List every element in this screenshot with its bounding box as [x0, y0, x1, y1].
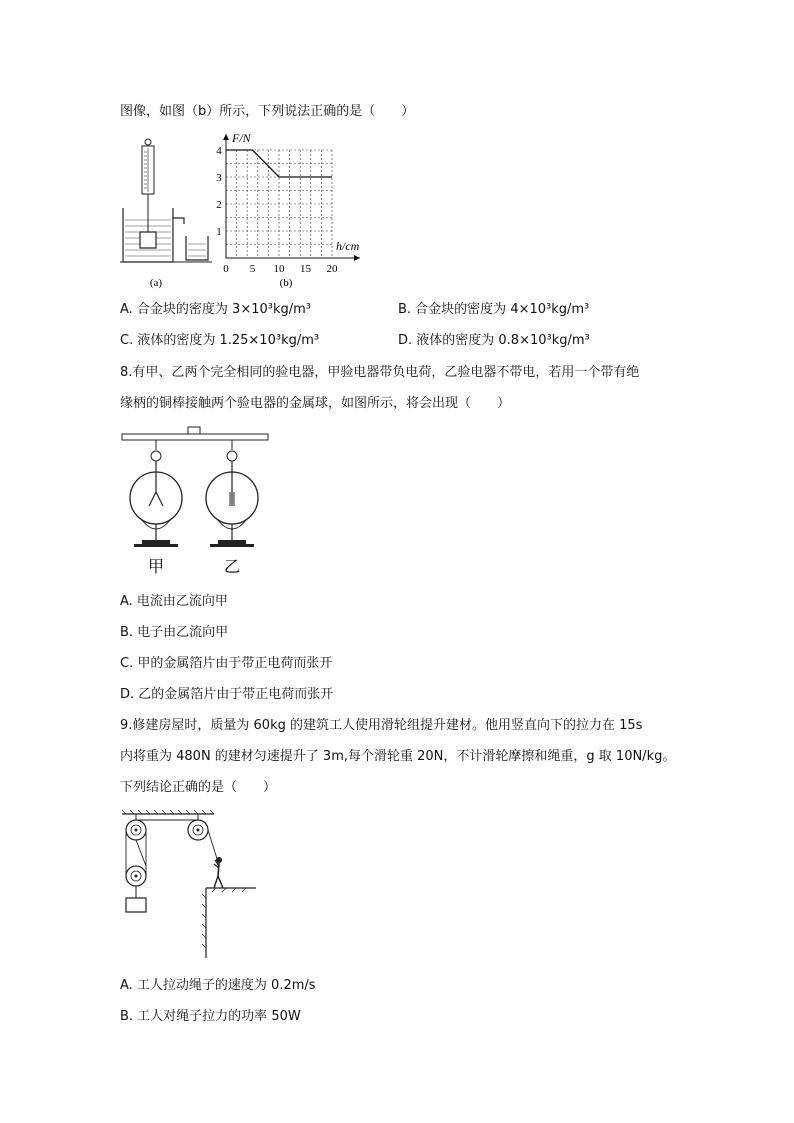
q8-electroscope-figure — [118, 424, 278, 580]
q9-option-a: A. 工人拉动绳子的速度为 0.2m/s — [120, 978, 316, 993]
q9-stem-line3: 下列结论正确的是（ ） — [120, 780, 277, 795]
q7-option-d: D. 液体的密度为 0.8×10³kg/m³ — [398, 333, 590, 348]
q7-option-a: A. 合金块的密度为 3×10³kg/m³ — [120, 302, 312, 317]
y-tick-4: 4 — [216, 145, 222, 157]
y-tick-2: 2 — [216, 199, 222, 211]
q7-figure-b — [210, 128, 370, 292]
x-tick-5: 5 — [249, 263, 256, 275]
q7-stem: 图像，如图（b）所示，下列说法正确的是（ ） — [120, 104, 415, 119]
q9-stem-line1: 9.修建房屋时，质量为 60kg 的建筑工人使用滑轮组提升建材。他用竖直向下的拉力在 15s — [120, 718, 643, 733]
q7-figure-a — [118, 132, 214, 292]
q8-stem-line1: 8.有甲、乙两个完全相同的验电器，甲验电器带负电荷，乙验电器不带电，若用一个带有绝 — [120, 365, 640, 380]
q7-option-b: B. 合金块的密度为 4×10³kg/m³ — [398, 302, 590, 317]
x-tick-10: 10 — [273, 263, 285, 275]
q8-option-c: C. 甲的金属箔片由于带正电荷而张开 — [120, 656, 333, 671]
y-axis-label: F/N — [232, 131, 251, 145]
figure-b-label: (b) — [279, 277, 293, 289]
x-tick-15: 15 — [300, 263, 311, 275]
x-tick-20: 20 — [326, 263, 338, 275]
q8-stem-line2: 缘柄的铜棒接触两个验电器的金属球，如图所示，将会出现（ ） — [120, 396, 511, 411]
q8-option-b: B. 电子由乙流向甲 — [120, 625, 229, 640]
label-jia: 甲 — [147, 559, 165, 576]
label-yi: 乙 — [223, 559, 241, 576]
figure-a-label: (a) — [149, 277, 163, 289]
q8-option-a: A. 电流由乙流向甲 — [120, 594, 228, 609]
q7-option-c: C. 液体的密度为 1.25×10³kg/m³ — [120, 333, 320, 348]
x-tick-0: 0 — [223, 263, 229, 275]
y-tick-1: 1 — [216, 226, 222, 238]
q9-option-b: B. 工人对绳子拉力的功率 50W — [120, 1009, 301, 1024]
x-axis-label: h/cm — [336, 239, 360, 253]
q9-pulley-figure — [118, 810, 260, 962]
q8-option-d: D. 乙的金属箔片由于带正电荷而张开 — [120, 687, 334, 702]
q9-stem-line2: 内将重为 480N 的建材匀速提升了 3m,每个滑轮重 20N，不计滑轮摩擦和绳重，g 取 10N/kg。 — [120, 749, 676, 764]
y-tick-3: 3 — [216, 172, 222, 184]
